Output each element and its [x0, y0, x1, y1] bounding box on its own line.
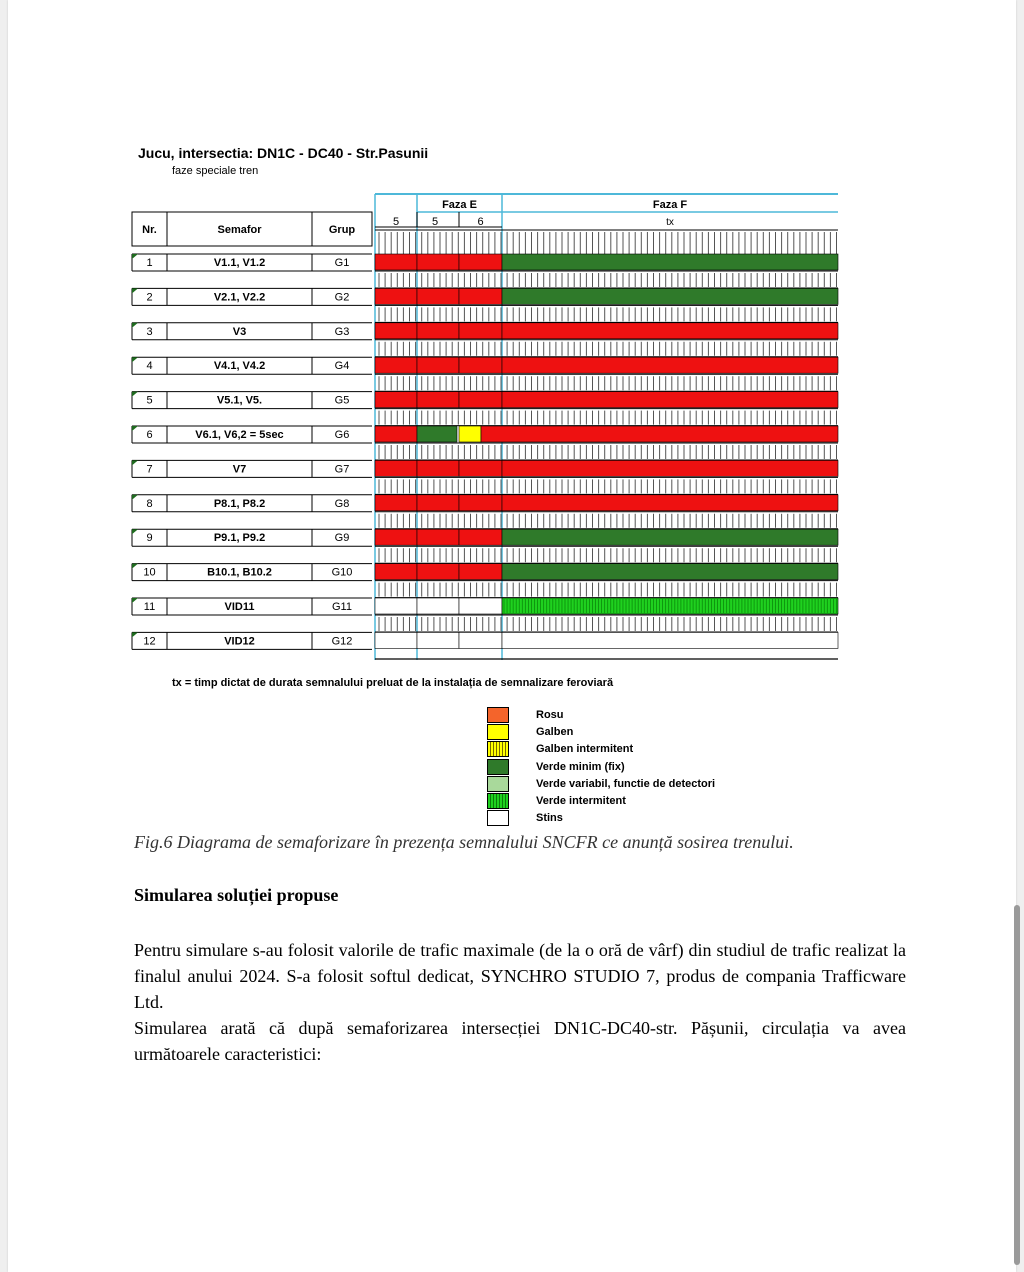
legend-swatch-galben — [487, 724, 509, 740]
duration-label: 5 — [431, 216, 439, 228]
row-grup: G11 — [332, 601, 352, 613]
legend-item — [487, 759, 887, 776]
tx-note: tx = timp dictat de durata semnalului preluat de la instalația de semnalizare feroviară — [172, 677, 614, 689]
signal-bar-rosu — [459, 392, 502, 408]
row-grup: G8 — [334, 497, 350, 510]
row-semafor: V7 — [232, 463, 247, 476]
row-grup: G12 — [331, 635, 353, 648]
legend-label: Stins — [536, 812, 563, 825]
signal-bar-verde_fix — [502, 564, 838, 580]
signal-bar-rosu — [375, 254, 417, 270]
signal-bar-rosu — [417, 529, 459, 545]
document-page — [8, 0, 1016, 1272]
row-nr: 9 — [146, 532, 153, 545]
legend-label: Verde minim (fix) — [536, 760, 625, 773]
row-nr: 5 — [146, 394, 153, 407]
row-marker — [132, 529, 138, 534]
row-grup: G3 — [334, 325, 350, 338]
row-marker — [132, 323, 138, 328]
row-nr: 11 — [143, 601, 156, 613]
row-nr: 3 — [146, 325, 153, 338]
paragraph-1: Pentru simulare s-au folosit valorile de trafic maximale (de la o oră de vârf) din studiul de trafic realizat la finalul anului 2024. S-a folosit softul dedicat, SYNCHRO STUDIO 7, produs de compania Trafficware Ltd. — [134, 940, 906, 1012]
row-marker — [132, 564, 138, 569]
legend-label: Rosu — [536, 709, 564, 721]
signal-bar-rosu — [417, 323, 459, 339]
row-semafor: V4.1, V4.2 — [213, 360, 266, 373]
signal-bar-rosu — [459, 564, 502, 580]
signal-bar-rosu — [502, 495, 838, 511]
legend-swatch-rosu — [487, 707, 509, 723]
row-nr: 6 — [146, 429, 153, 441]
legend-swatch-verde_fix — [487, 759, 509, 775]
header-semafor: Semafor — [217, 224, 262, 236]
signal-bar-rosu — [459, 495, 502, 511]
row-semafor: V6.1, V6,2 = 5sec — [195, 429, 284, 441]
row-marker — [132, 598, 138, 603]
signal-bar-rosu — [502, 392, 838, 408]
row-marker — [132, 357, 138, 362]
legend-item — [487, 810, 887, 827]
legend-item — [487, 741, 887, 758]
row-semafor: VID11 — [224, 601, 255, 613]
diagram-title: Jucu, intersectia: DN1C - DC40 - Str.Pasunii — [138, 145, 429, 161]
signal-bar-stins — [502, 632, 838, 648]
legend-swatch-verde_variabil — [487, 776, 509, 792]
paragraph-2: Simularea arată că după semaforizarea intersecției DN1C-DC40-str. Pășunii, circulația va avea următoarele caracteristici: — [134, 1018, 906, 1064]
signal-bar-rosu — [375, 460, 417, 476]
signal-bar-rosu — [502, 323, 838, 339]
signal-bar-galben — [459, 426, 481, 442]
legend-item — [487, 776, 887, 793]
legend-swatch-galben_intermitent — [487, 741, 509, 757]
header-nr: Nr. — [142, 224, 157, 236]
signal-bar-rosu — [375, 564, 417, 580]
signal-bar-rosu — [502, 357, 838, 373]
legend-label: Verde intermitent — [536, 795, 626, 807]
signal-bar-stins — [459, 632, 502, 648]
row-grup: G4 — [334, 360, 350, 373]
signal-bar-stins — [417, 598, 459, 614]
row-nr: 4 — [146, 360, 153, 373]
duration-label: 5 — [392, 216, 400, 228]
signal-bar-rosu — [417, 288, 459, 304]
row-marker — [132, 288, 138, 293]
signal-bar-verde_fix — [417, 426, 457, 442]
row-grup: G9 — [334, 532, 350, 545]
row-nr: 7 — [146, 463, 153, 476]
row-semafor: P8.1, P8.2 — [213, 497, 266, 510]
signal-timing-diagram — [128, 190, 848, 665]
signal-bar-rosu — [375, 495, 417, 511]
signal-bar-rosu — [375, 288, 417, 304]
diagram-subtitle: faze speciale tren — [172, 165, 259, 177]
signal-bar-rosu — [375, 357, 417, 373]
row-semafor: B10.1, B10.2 — [207, 566, 272, 579]
row-semafor: V3 — [232, 325, 247, 338]
signal-bar-rosu — [417, 357, 459, 373]
duration-label: 6 — [477, 216, 484, 228]
legend-swatch-stins — [487, 810, 509, 826]
legend-item — [487, 707, 887, 724]
header-grup: Grup — [328, 224, 356, 236]
legend-label: Verde variabil, functie de detectori — [536, 777, 716, 790]
signal-bar-stins — [417, 632, 459, 648]
row-grup: G7 — [334, 463, 350, 476]
signal-bar-rosu — [502, 460, 838, 476]
legend-label: Galben — [536, 726, 574, 739]
signal-bar-verde_fix — [502, 254, 838, 270]
row-nr: 2 — [146, 291, 153, 304]
row-grup: G2 — [334, 291, 350, 304]
row-grup: G10 — [331, 566, 353, 579]
phase-label-f: Faza F — [652, 199, 688, 211]
signal-bar-rosu — [417, 392, 459, 408]
signal-bar-verde_fix — [502, 288, 838, 304]
legend-item — [487, 793, 887, 810]
signal-bar-rosu — [459, 288, 502, 304]
signal-bar-verde_fix — [502, 529, 838, 545]
row-grup: G5 — [334, 394, 350, 407]
signal-bar-rosu — [459, 254, 502, 270]
row-marker — [132, 495, 138, 500]
row-grup: G1 — [334, 257, 350, 269]
legend-label: Galben intermitent — [536, 743, 634, 756]
signal-bar-stins — [375, 598, 417, 614]
signal-bar-rosu — [459, 460, 502, 476]
signal-bar-rosu — [417, 564, 459, 580]
signal-bar-rosu — [459, 357, 502, 373]
row-marker — [132, 460, 138, 465]
row-marker — [132, 392, 138, 397]
row-grup: G6 — [334, 429, 350, 441]
signal-bar-rosu — [375, 529, 417, 545]
signal-bar-rosu — [375, 392, 417, 408]
row-semafor: V2.1, V2.2 — [213, 291, 266, 304]
signal-bar-stins — [459, 598, 502, 614]
section-heading: Simularea soluției propuse — [134, 885, 339, 905]
signal-bar-rosu — [375, 426, 417, 442]
row-nr: 12 — [143, 635, 156, 648]
signal-bar-rosu — [417, 495, 459, 511]
figure-caption: Fig.6 Diagrama de semaforizare în prezența semnalului SNCFR ce anunță sosirea trenului. — [134, 832, 794, 852]
row-semafor: VID12 — [224, 635, 255, 648]
signal-bar-rosu — [459, 529, 502, 545]
duration-label: tx — [666, 217, 674, 228]
signal-bar-rosu — [375, 323, 417, 339]
row-semafor: V1.1, V1.2 — [213, 257, 266, 269]
phase-label-e: Faza E — [442, 199, 477, 211]
row-semafor: V5.1, V5. — [216, 394, 263, 407]
row-nr: 10 — [143, 566, 156, 579]
signal-bar-rosu — [459, 323, 502, 339]
row-marker — [132, 632, 138, 637]
signal-bar-rosu — [481, 426, 838, 442]
legend-swatch-verde_intermitent — [487, 793, 509, 809]
row-marker — [132, 254, 138, 259]
row-marker — [132, 426, 138, 431]
signal-bar-rosu — [417, 460, 459, 476]
row-semafor: P9.1, P9.2 — [213, 532, 266, 545]
row-nr: 1 — [146, 257, 153, 269]
scrollbar[interactable] — [1014, 905, 1020, 1265]
signal-bar-stins — [375, 632, 417, 648]
legend-item — [487, 724, 887, 741]
row-nr: 8 — [146, 497, 153, 510]
signal-bar-rosu — [417, 254, 459, 270]
